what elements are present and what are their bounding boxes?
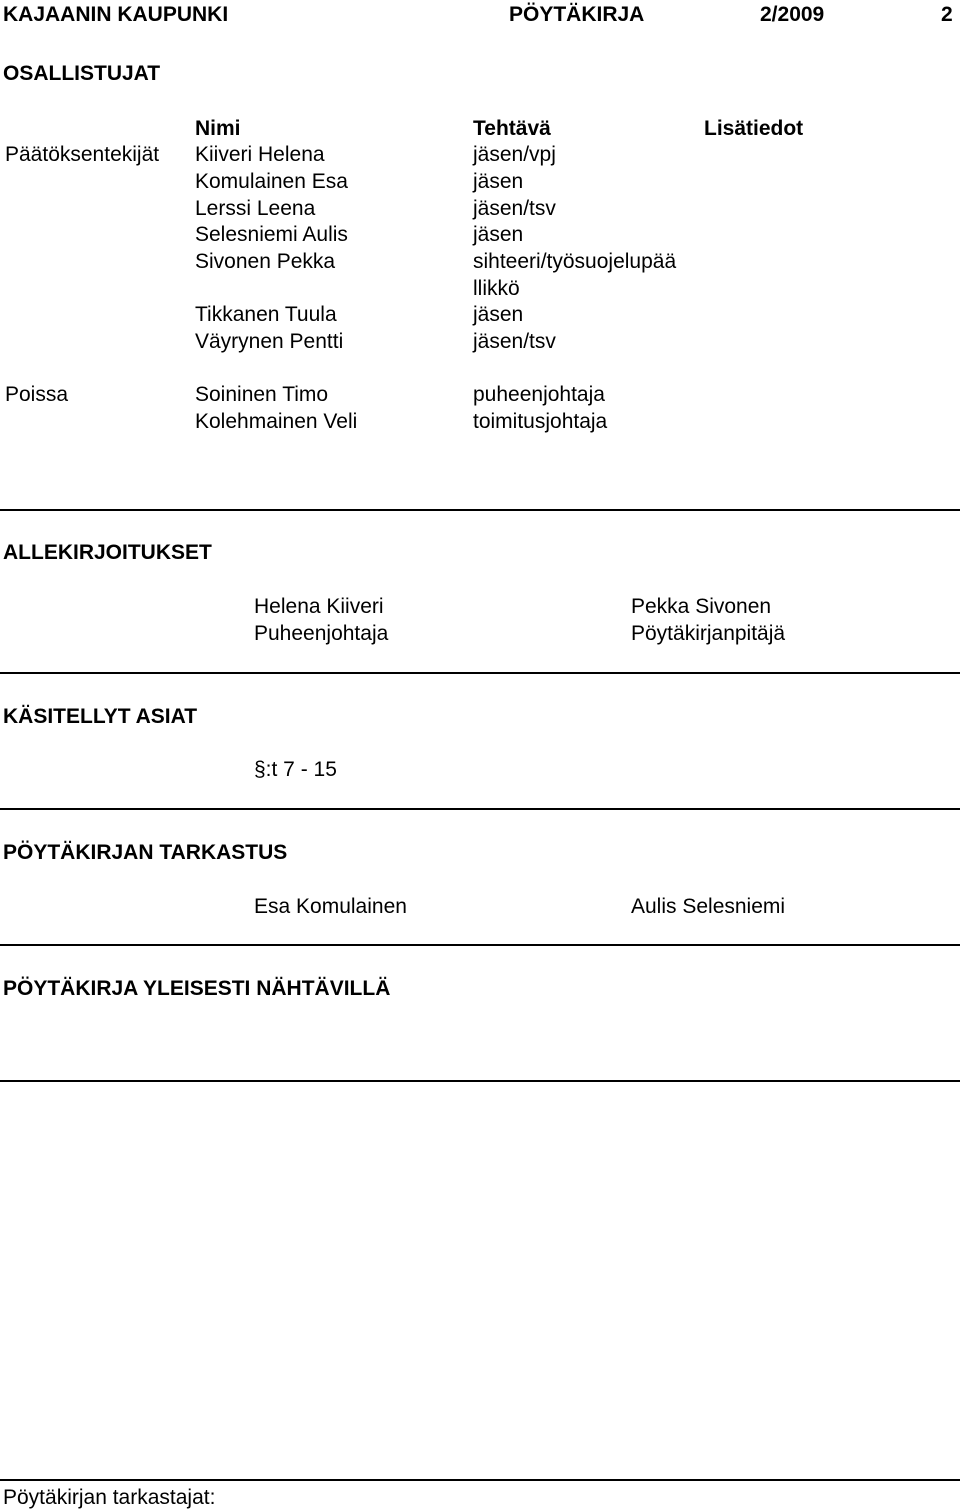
signer-right-name: Pekka Sivonen <box>631 595 772 618</box>
participant-name: Lerssi Leena <box>195 197 316 220</box>
participant-name: Kiiveri Helena <box>195 143 325 166</box>
page-number: 2 <box>941 3 953 26</box>
participant-role: sihteeri/työsuojelupää <box>473 250 677 273</box>
absent-role: puheenjohtaja <box>473 383 605 406</box>
column-header-role: Tehtävä <box>473 117 551 140</box>
absent-label: Poissa <box>5 383 69 406</box>
participant-name: Selesniemi Aulis <box>195 223 348 246</box>
footer-reviewers-label: Pöytäkirjan tarkastajat: <box>3 1486 216 1509</box>
divider <box>0 1080 960 1082</box>
divider <box>0 509 960 511</box>
absent-role: toimitusjohtaja <box>473 410 608 433</box>
review-heading: PÖYTÄKIRJAN TARKASTUS <box>3 841 288 864</box>
participant-role: jäsen/tsv <box>473 197 556 220</box>
participant-role: jäsen <box>473 170 524 193</box>
column-header-name: Nimi <box>195 117 241 140</box>
reviewer-right-name: Aulis Selesniemi <box>631 895 786 918</box>
doc-type: PÖYTÄKIRJA <box>509 3 645 26</box>
divider <box>0 1479 960 1481</box>
absent-name: Kolehmainen Veli <box>195 410 358 433</box>
participant-role: jäsen <box>473 223 524 246</box>
public-display-heading: PÖYTÄKIRJA YLEISESTI NÄHTÄVILLÄ <box>3 977 391 1000</box>
participants-heading: OSALLISTUJAT <box>3 62 161 85</box>
participant-name: Komulainen Esa <box>195 170 348 193</box>
doc-number: 2/2009 <box>760 3 825 26</box>
participant-role-continued: llikkö <box>473 277 520 300</box>
absent-name: Soininen Timo <box>195 383 329 406</box>
signatures-heading: ALLEKIRJOITUKSET <box>3 541 212 564</box>
items-heading: KÄSITELLYT ASIAT <box>3 705 198 728</box>
participant-role: jäsen/vpj <box>473 143 556 166</box>
divider <box>0 808 960 810</box>
decision-makers-label: Päätöksentekijät <box>5 143 160 166</box>
participant-name: Väyrynen Pentti <box>195 330 344 353</box>
reviewer-left-name: Esa Komulainen <box>254 895 407 918</box>
signer-left-title: Puheenjohtaja <box>254 622 389 645</box>
items-range: §:t 7 - 15 <box>254 758 337 781</box>
participant-role: jäsen <box>473 303 524 326</box>
column-header-info: Lisätiedot <box>704 117 804 140</box>
participant-name: Tikkanen Tuula <box>195 303 337 326</box>
signer-left-name: Helena Kiiveri <box>254 595 384 618</box>
participant-role: jäsen/tsv <box>473 330 556 353</box>
signer-right-title: Pöytäkirjanpitäjä <box>631 622 786 645</box>
org-name: KAJAANIN KAUPUNKI <box>3 3 229 26</box>
participant-name: Sivonen Pekka <box>195 250 336 273</box>
divider <box>0 944 960 946</box>
divider <box>0 672 960 674</box>
